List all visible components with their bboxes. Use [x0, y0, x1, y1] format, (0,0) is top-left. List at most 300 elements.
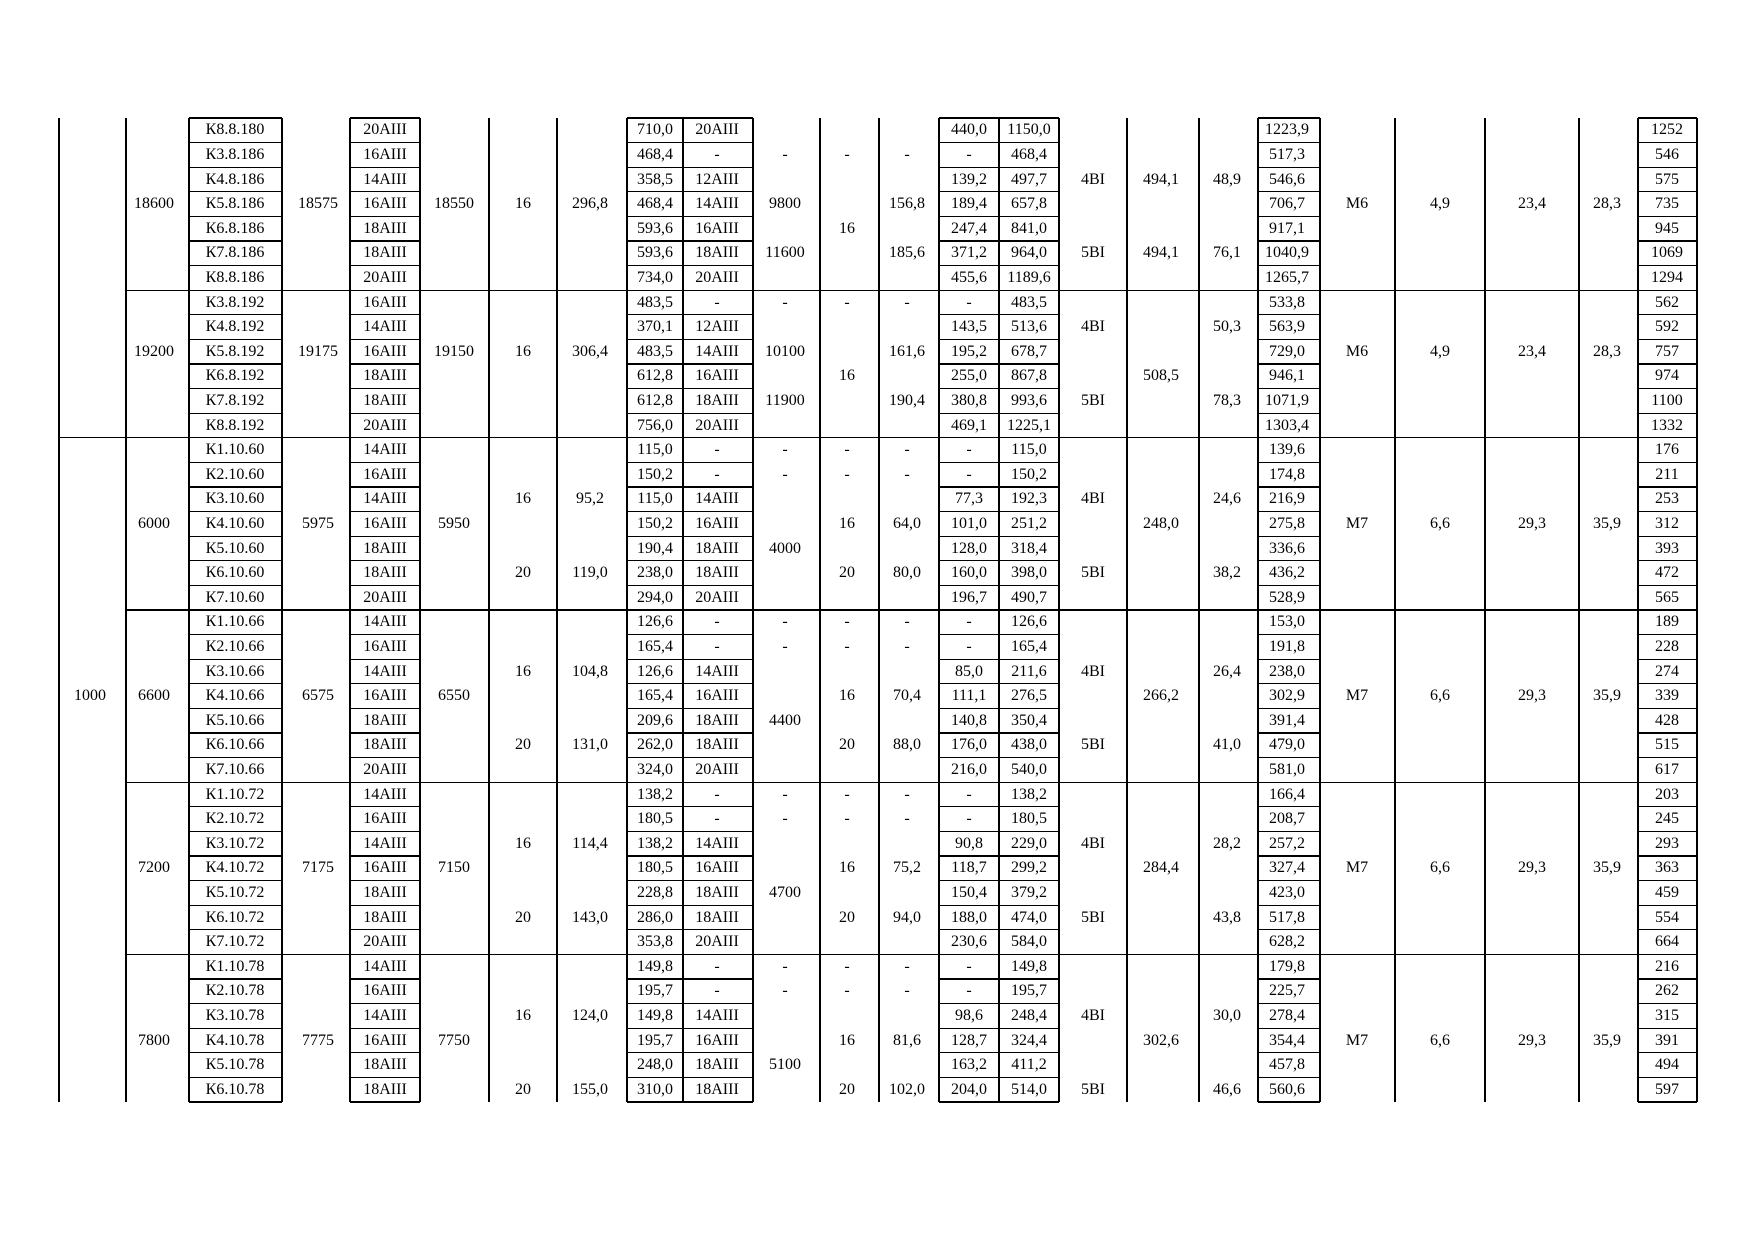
wall-type: 5BI	[1081, 736, 1105, 754]
rebar-class: 18AIII	[695, 539, 739, 557]
grid-line	[1258, 413, 1320, 414]
wall-mass: 494,1	[1143, 244, 1179, 262]
grid-line	[350, 486, 420, 487]
grid-line	[683, 929, 753, 930]
rebar-class: -	[714, 145, 720, 163]
bar-diameter: 16	[839, 367, 855, 385]
grid-line	[999, 732, 1059, 733]
grid-line	[939, 290, 999, 291]
grid-line	[939, 216, 999, 217]
grid-line	[189, 634, 282, 635]
final-value: 565	[1655, 588, 1679, 606]
grid-line	[999, 486, 1059, 487]
final-value: 546	[1655, 145, 1679, 163]
rebar-class: 16AIII	[695, 859, 739, 877]
mass-value: 483,5	[637, 293, 673, 311]
grid-line	[1258, 683, 1320, 684]
grid-line	[999, 142, 1059, 143]
bar-mass: 155,0	[572, 1080, 608, 1098]
wall-mass: 266,2	[1143, 687, 1179, 705]
grid-line	[1638, 855, 1697, 856]
final-value: 203	[1655, 785, 1679, 803]
bar-mass: 190,4	[889, 391, 925, 409]
bar-diameter: 16	[515, 662, 531, 680]
mass-total: 457,8	[1269, 1056, 1305, 1074]
grid-line	[1638, 191, 1697, 192]
grid-line	[819, 118, 820, 1102]
grid-line	[627, 560, 683, 561]
grid-line	[939, 462, 999, 463]
bar-mass: 94,0	[893, 908, 921, 926]
mass-value: 380,8	[951, 391, 987, 409]
grid-line	[1258, 265, 1320, 266]
wall-type: 5BI	[1081, 908, 1105, 926]
rebar-class: 16AIII	[695, 1031, 739, 1049]
final-value: 293	[1655, 834, 1679, 852]
grid-line	[627, 1003, 683, 1004]
length: 5950	[438, 514, 470, 532]
grid-line	[1638, 560, 1697, 561]
rebar-class: 14AIII	[363, 441, 407, 459]
length: 7175	[302, 859, 334, 877]
grid-line	[1638, 314, 1697, 315]
mass-value: 353,8	[637, 933, 673, 951]
mass-value: 440,0	[951, 121, 987, 139]
mass-value: 310,0	[637, 1080, 673, 1098]
bar-mass: 80,0	[893, 564, 921, 582]
bar-diameter: 16	[839, 1031, 855, 1049]
rebar-class: 20AIII	[695, 933, 739, 951]
grid-line	[189, 560, 282, 561]
grid-line	[1638, 511, 1697, 512]
grid-line	[1638, 782, 1697, 783]
grid-line	[683, 880, 753, 881]
grid-line	[1638, 609, 1697, 610]
grid-line	[627, 1028, 683, 1029]
grid-line	[556, 118, 557, 1102]
grid-line	[683, 905, 753, 906]
grid-line	[627, 413, 683, 414]
mass-value: 247,4	[951, 219, 987, 237]
grid-line	[350, 437, 420, 438]
grid-line	[1258, 339, 1320, 340]
final-value: 393	[1655, 539, 1679, 557]
grid-line	[999, 1003, 1059, 1004]
rebar-class: 20AIII	[695, 268, 739, 286]
grid-line	[627, 806, 683, 807]
rebar-class: -	[714, 441, 720, 459]
dash-cell: -	[782, 293, 788, 311]
grid-line	[189, 1003, 282, 1004]
grid-line	[939, 240, 999, 241]
bar-mass: 70,4	[893, 687, 921, 705]
grid-line	[939, 117, 999, 118]
mass-total: 517,8	[1269, 908, 1305, 926]
grid-line	[189, 536, 282, 537]
grid-line	[350, 363, 420, 364]
grid-line	[1638, 142, 1697, 143]
grid-line	[627, 240, 683, 241]
item-code: К6.10.66	[205, 736, 265, 754]
dash-cell: -	[904, 441, 910, 459]
bar-mass: 143,0	[572, 908, 608, 926]
grid-line	[683, 1052, 753, 1053]
grid-line	[939, 634, 999, 635]
grid-line	[939, 806, 999, 807]
length: 7775	[302, 1031, 334, 1049]
mass-value: 77,3	[955, 490, 983, 508]
item-code: К7.10.60	[205, 588, 265, 606]
grid-line	[350, 732, 420, 733]
grid-line	[939, 1003, 999, 1004]
mass-value: 126,6	[637, 662, 673, 680]
rebar-class: -	[714, 810, 720, 828]
grid-line	[1258, 708, 1320, 709]
item-code: К3.10.66	[205, 662, 265, 680]
mass-value: 195,2	[951, 342, 987, 360]
mass-value: -	[966, 293, 972, 311]
mass-total: 474,0	[1011, 908, 1047, 926]
grid-line	[627, 142, 683, 143]
item-code: К7.10.66	[205, 760, 265, 778]
dash-cell: -	[844, 637, 850, 655]
grid-line	[999, 831, 1059, 832]
rebar-class: 14AIII	[363, 613, 407, 631]
grid-line	[189, 1101, 282, 1102]
bar-mass: 114,4	[572, 834, 608, 852]
rebar-class: 16AIII	[363, 514, 407, 532]
item-code: К5.8.192	[205, 342, 265, 360]
grid-line	[999, 683, 1059, 684]
grid-line	[125, 118, 126, 1102]
final-value: 312	[1655, 514, 1679, 532]
grid-line	[683, 978, 753, 979]
grid-line	[627, 880, 683, 881]
rebar-class: 14AIII	[363, 957, 407, 975]
final-value: 472	[1655, 564, 1679, 582]
grid-line	[683, 855, 753, 856]
grid-line	[189, 462, 282, 463]
mass-value: 204,0	[951, 1080, 987, 1098]
grid-line	[627, 290, 683, 291]
grid-line	[1258, 191, 1320, 192]
mass-value: 163,2	[951, 1056, 987, 1074]
grid-line	[1258, 1077, 1320, 1078]
grid-line	[488, 118, 489, 1102]
wall-type: 4BI	[1081, 662, 1105, 680]
rebar-class: 18AIII	[363, 736, 407, 754]
grid-line	[1638, 167, 1697, 168]
grid-line	[627, 855, 683, 856]
mass-value: 710,0	[637, 121, 673, 139]
grid-line	[1258, 732, 1320, 733]
dash-cell: -	[782, 145, 788, 163]
grid-line	[939, 855, 999, 856]
mass-total: 657,8	[1011, 195, 1047, 213]
mass-total: 208,7	[1269, 810, 1305, 828]
mass-value: -	[966, 441, 972, 459]
final-value: 176	[1655, 441, 1679, 459]
grid-line	[350, 117, 420, 118]
grid-line	[939, 880, 999, 881]
item-code: К8.8.192	[205, 416, 265, 434]
grid-line	[939, 191, 999, 192]
rebar-class: 18AIII	[695, 1056, 739, 1074]
grid-line	[1258, 240, 1320, 241]
grid-line	[350, 1003, 420, 1004]
rebar-class: 14AIII	[363, 785, 407, 803]
grid-line	[1484, 118, 1485, 1102]
diameter: 7800	[138, 1031, 170, 1049]
grid-line	[627, 1052, 683, 1053]
grid-line	[350, 757, 420, 758]
grid-line	[350, 609, 420, 610]
final-value: 1069	[1651, 244, 1683, 262]
rebar-class: 18AIII	[695, 244, 739, 262]
mass-total: 1150,0	[1007, 121, 1051, 139]
rebar-class: 20AIII	[363, 416, 407, 434]
grid-line	[1638, 1052, 1697, 1053]
param-value: 28,3	[1593, 195, 1621, 213]
grid-line	[350, 1101, 420, 1102]
dash-cell: -	[844, 293, 850, 311]
grid-line	[1638, 683, 1697, 684]
grid-line	[1258, 757, 1320, 758]
bar-mass: 95,2	[576, 490, 604, 508]
grid-line	[189, 191, 282, 192]
grid-line	[999, 265, 1059, 266]
mass-total: 867,8	[1011, 367, 1047, 385]
rebar-class: 16AIII	[695, 687, 739, 705]
item-code: К5.10.72	[205, 883, 265, 901]
mass-total: 483,5	[1011, 293, 1047, 311]
rebar-class: -	[714, 957, 720, 975]
grid-line	[939, 560, 999, 561]
dash-cell: -	[904, 293, 910, 311]
grid-line	[1638, 757, 1697, 758]
mass-value: 455,6	[951, 268, 987, 286]
mass-total: 517,3	[1269, 145, 1305, 163]
grid-line	[1258, 782, 1320, 783]
grid-line	[1258, 142, 1320, 143]
mass-total: 964,0	[1011, 244, 1047, 262]
grid-line	[939, 511, 999, 512]
grid-line	[683, 1101, 753, 1102]
grid-line	[350, 978, 420, 979]
mass-total: 180,5	[1011, 810, 1047, 828]
grid-line	[1258, 462, 1320, 463]
grid-line	[350, 290, 420, 291]
grid-line	[939, 167, 999, 168]
grid-line	[999, 462, 1059, 463]
mass-total: 174,8	[1269, 465, 1305, 483]
grid-line	[1126, 118, 1127, 1102]
mass-value: 118,7	[951, 859, 987, 877]
grid-line	[1638, 363, 1697, 364]
grid-line	[683, 659, 753, 660]
grid-line	[1258, 659, 1320, 660]
rebar-class: 14AIII	[363, 662, 407, 680]
grid-line	[350, 511, 420, 512]
grid-line	[683, 560, 753, 561]
mass-total: 497,7	[1011, 170, 1047, 188]
rebar-class: 18AIII	[363, 219, 407, 237]
grid-line	[939, 757, 999, 758]
param-value: 35,9	[1593, 514, 1621, 532]
mass-total: 1189,6	[1007, 268, 1051, 286]
mark: M6	[1345, 342, 1369, 360]
final-value: 1252	[1651, 121, 1683, 139]
mass-value: 324,0	[637, 760, 673, 778]
bar-mass: 81,6	[893, 1031, 921, 1049]
bar-diameter: 16	[839, 687, 855, 705]
param-value: 29,3	[1518, 687, 1546, 705]
grid-line	[752, 118, 753, 1102]
segment-length: 4700	[769, 883, 801, 901]
grid-line	[189, 265, 282, 266]
grid-line	[999, 1028, 1059, 1029]
param-value: 6,6	[1430, 514, 1450, 532]
final-value: 945	[1655, 219, 1679, 237]
mass-total: 166,4	[1269, 785, 1305, 803]
item-code: К1.10.78	[205, 957, 265, 975]
grid-line	[1258, 905, 1320, 906]
item-code: К6.10.78	[205, 1080, 265, 1098]
item-code: К6.10.60	[205, 564, 265, 582]
mass-value: 149,8	[637, 957, 673, 975]
param-value: 4,9	[1430, 342, 1450, 360]
item-code: К2.10.72	[205, 810, 265, 828]
rebar-class: 18AIII	[363, 908, 407, 926]
grid-line	[1258, 486, 1320, 487]
bar-diameter: 16	[515, 342, 531, 360]
mass-total: 350,4	[1011, 711, 1047, 729]
grid-line	[999, 855, 1059, 856]
grid-line	[999, 1101, 1059, 1102]
grid-line	[1638, 929, 1697, 930]
grid-line	[999, 905, 1059, 906]
grid-line	[999, 978, 1059, 979]
item-code: К1.10.66	[205, 613, 265, 631]
dash-cell: -	[904, 957, 910, 975]
grid-line	[189, 929, 282, 930]
grid-line	[1638, 831, 1697, 832]
mass-value: 85,0	[955, 662, 983, 680]
final-value: 597	[1655, 1080, 1679, 1098]
mass-value: 593,6	[637, 244, 673, 262]
param-value: 35,9	[1593, 859, 1621, 877]
mark: M7	[1345, 1031, 1369, 1049]
grid-line	[999, 216, 1059, 217]
grid-line	[939, 732, 999, 733]
final-value: 315	[1655, 1006, 1679, 1024]
mass-total: 1071,9	[1265, 391, 1309, 409]
grid-line	[683, 782, 753, 783]
grid-line	[683, 265, 753, 266]
rebar-class: 12AIII	[695, 170, 739, 188]
final-value: 428	[1655, 711, 1679, 729]
bar-mass: 64,0	[893, 514, 921, 532]
grid-line	[939, 585, 999, 586]
rebar-class: 18AIII	[363, 244, 407, 262]
mass-total: 581,0	[1269, 760, 1305, 778]
wall-type: 4BI	[1081, 170, 1105, 188]
mass-value: 111,1	[951, 687, 987, 705]
grid-line	[999, 191, 1059, 192]
mass-total: 251,2	[1011, 514, 1047, 532]
grid-line	[999, 240, 1059, 241]
grid-line	[999, 437, 1059, 438]
wall-mass: 284,4	[1143, 859, 1179, 877]
rebar-class: 20AIII	[363, 588, 407, 606]
item-code: К5.10.60	[205, 539, 265, 557]
grid-line	[189, 117, 282, 118]
grid-line	[189, 609, 282, 610]
rebar-class: 14AIII	[695, 490, 739, 508]
mass-value: 358,5	[637, 170, 673, 188]
mass-value: 196,7	[951, 588, 987, 606]
mass-total: 841,0	[1011, 219, 1047, 237]
rebar-class: 16AIII	[363, 1031, 407, 1049]
grid-line	[189, 782, 282, 783]
item-code: К6.10.72	[205, 908, 265, 926]
dash-cell: -	[844, 613, 850, 631]
grid-line	[683, 1077, 753, 1078]
final-value: 494	[1655, 1056, 1679, 1074]
grid-line	[939, 954, 999, 955]
grid-line	[627, 511, 683, 512]
final-value: 1332	[1651, 416, 1683, 434]
grid-line	[683, 708, 753, 709]
mass-value: 180,5	[637, 810, 673, 828]
dash-cell: -	[904, 810, 910, 828]
mass-value: 286,0	[637, 908, 673, 926]
grid-line	[627, 732, 683, 733]
grid-line	[627, 437, 683, 438]
grid-line	[999, 167, 1059, 168]
grid-line	[189, 880, 282, 881]
rebar-class: 14AIII	[363, 170, 407, 188]
bar-diameter: 16	[839, 219, 855, 237]
mass-value: 138,2	[637, 834, 673, 852]
mass-total: 438,0	[1011, 736, 1047, 754]
grid-line	[627, 117, 683, 118]
grid-line	[1638, 536, 1697, 537]
mass-total: 540,0	[1011, 760, 1047, 778]
grid-line	[939, 1052, 999, 1053]
grid-line	[939, 413, 999, 414]
segment-length: 5100	[769, 1056, 801, 1074]
grid-line	[999, 929, 1059, 930]
grid-line	[350, 536, 420, 537]
grid-line	[1198, 118, 1199, 1102]
grid-line	[627, 585, 683, 586]
item-code: К7.10.72	[205, 933, 265, 951]
final-value: 245	[1655, 810, 1679, 828]
grid-line	[350, 880, 420, 881]
final-value: 228	[1655, 637, 1679, 655]
final-value: 515	[1655, 736, 1679, 754]
mass-total: 628,2	[1269, 933, 1305, 951]
final-value: 262	[1655, 982, 1679, 1000]
rebar-class: 16AIII	[363, 342, 407, 360]
grid-line	[683, 437, 753, 438]
param-value: 6,6	[1430, 1031, 1450, 1049]
mass-value: 126,6	[637, 613, 673, 631]
final-value: 1294	[1651, 268, 1683, 286]
dash-cell: -	[904, 785, 910, 803]
grid-line	[1638, 905, 1697, 906]
